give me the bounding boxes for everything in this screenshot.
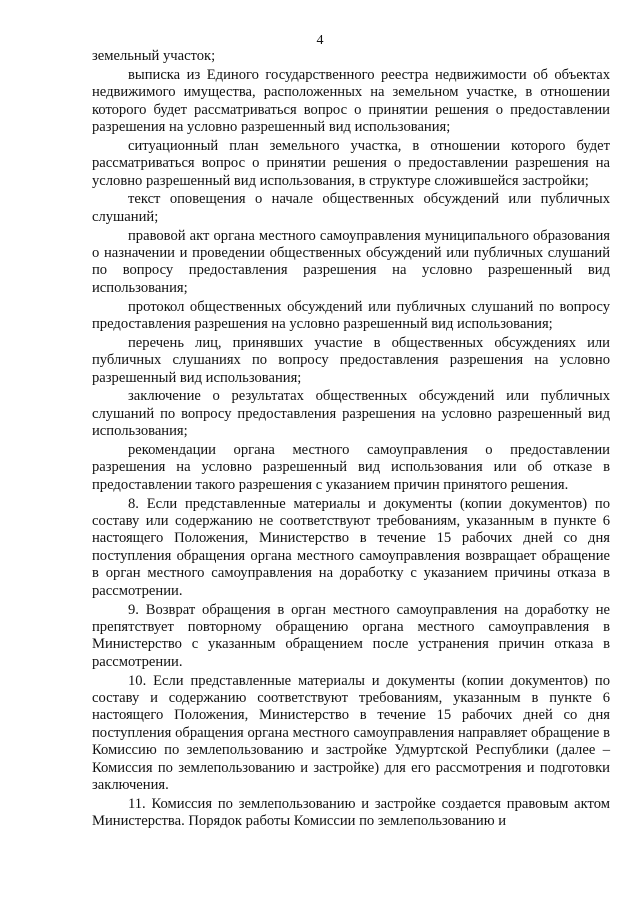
paragraph: земельный участок;	[92, 48, 216, 64]
paragraph: 9. Возврат обращения в орган местного самоуправления на доработку не препятствует повторному обращению органа местного самоуправления в Министерство с указанным обращением после устранения причин отказа в рассмотрении.	[92, 601, 610, 670]
paragraph: текст оповещения о начале общественных обсуждений или публичных слушаний;	[92, 191, 610, 225]
paragraph: 11. Комиссия по землепользованию и застройке создается правовым актом Министерства. Порядок работы Комиссии по землепользованию и	[92, 795, 610, 830]
paragraph: рекомендации органа местного самоуправления о предоставлении разрешения на условно разрешенный вид использования или об отказе в предоставлении такого разрешения с указанием причин принятого решения.	[92, 442, 610, 493]
page-number: 4	[316, 33, 324, 48]
paragraph: перечень лиц, принявших участие в общественных обсуждениях или публичных слушаниях по вопросу предоставления разрешения на условно разрешенный вид использования;	[92, 334, 610, 386]
paragraph: протокол общественных обсуждений или публичных слушаний по вопросу предоставления разрешения на условно разрешенный вид использования;	[92, 298, 610, 333]
paragraph: 10. Если представленные материалы и документы (копии документов) по составу и содержанию соответствуют требованиям, указанным в пункте 6 настоящего Положения, Министерство в течение 15 рабочих дней со дня поступления обращения органа местного самоуправления направляет обращение в Комиссию по землепользованию и застройке Удмуртской Республики (далее – Комиссия по землепользованию и застройке) для его рассмотрения и подготовки заключения.	[92, 672, 610, 793]
paragraph: ситуационный план земельного участка, в отношении которого будет рассматриваться вопрос о принятии решения о предоставлении разрешения на условно разрешенный вид использования, в структуре сложившейся застройки;	[92, 137, 610, 189]
paragraph: правовой акт органа местного самоуправления муниципального образования о назначении и проведении общественных обсуждений или публичных слушаний по вопросу предоставления разрешения на условно разрешенный вид использования;	[92, 227, 610, 296]
paragraph: выписка из Единого государственного реестра недвижимости об объектах недвижимого имущества, расположенных на земельном участке, в отношении которого будет рассматриваться вопрос о принятии решения о предоставлении разрешения на условно разрешенный вид использования;	[92, 66, 610, 136]
document-body	[92, 48, 610, 832]
paragraph: 8. Если представленные материалы и документы (копии документов) по составу или содержанию не соответствуют требованиям, указанным в пункте 6 настоящего Положения, Министерство в течение 15 рабочих дней со дня поступления обращения органа местного самоуправления возвращает обращение в орган местного самоуправления на доработку с указанием причины отказа в рассмотрении.	[92, 495, 610, 599]
paragraph: заключение о результатах общественных обсуждений или публичных слушаний по вопросу предоставления разрешения на условно разрешенный вид использования;	[92, 388, 610, 440]
